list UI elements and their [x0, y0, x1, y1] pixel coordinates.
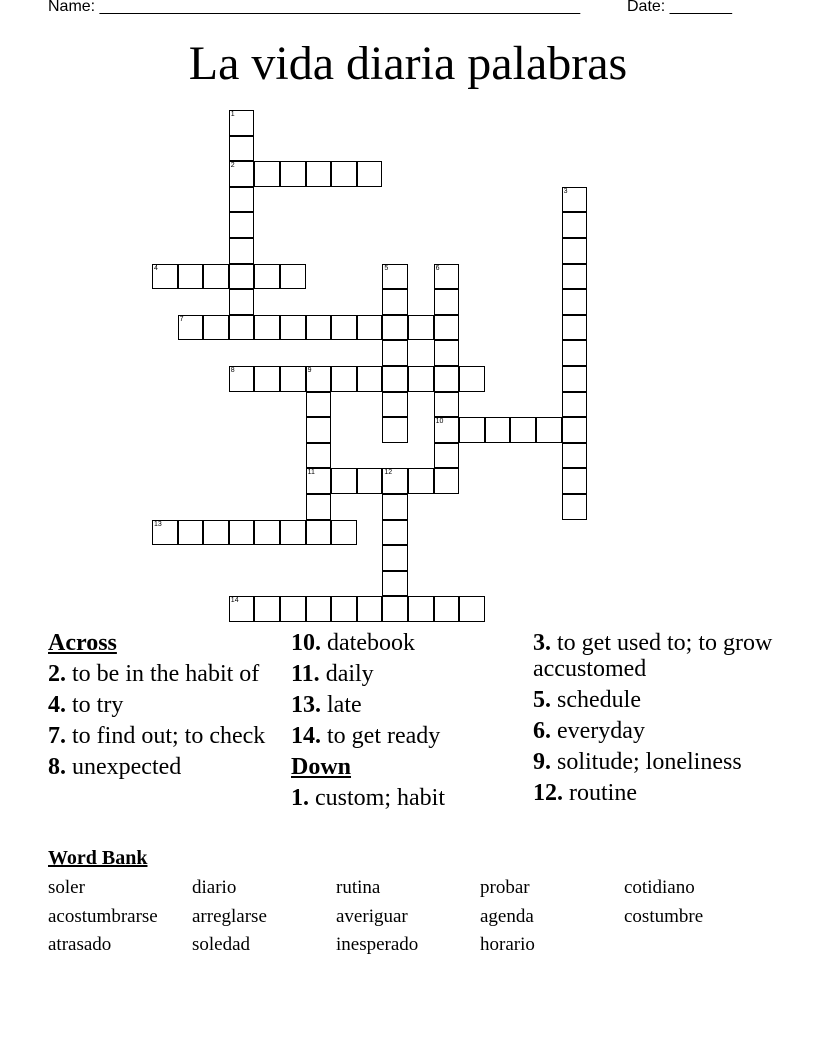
cell-number: 13: [154, 520, 162, 528]
word-bank-word: averiguar: [336, 905, 408, 927]
clue-across-14: 14. to get ready: [291, 723, 441, 749]
crossword-cell[interactable]: [306, 392, 332, 418]
crossword-cell[interactable]: [306, 596, 332, 622]
crossword-cell[interactable]: [357, 596, 383, 622]
crossword-cell[interactable]: [562, 238, 588, 264]
crossword-cell[interactable]: [434, 443, 460, 469]
crossword-cell[interactable]: [459, 417, 485, 443]
crossword-cell[interactable]: [562, 417, 588, 443]
cell-number: 14: [230, 597, 239, 605]
crossword-cell[interactable]: [280, 161, 306, 187]
crossword-cell[interactable]: [434, 417, 460, 443]
crossword-cell[interactable]: [434, 468, 460, 494]
word-bank-word: atrasado: [48, 934, 112, 955]
crossword-cell[interactable]: [562, 366, 588, 392]
crossword-cell[interactable]: [229, 110, 255, 136]
crossword-cell[interactable]: [562, 315, 588, 341]
crossword-cell[interactable]: [229, 187, 255, 213]
crossword-cell[interactable]: [229, 212, 255, 238]
clue-across-10: 10. datebook: [291, 630, 415, 656]
cell-number: 11: [307, 469, 315, 477]
word-bank-word: horario: [480, 934, 535, 955]
crossword-cell[interactable]: [331, 161, 357, 187]
word-bank-row: [48, 931, 788, 960]
crossword-cell[interactable]: [178, 520, 204, 546]
word-bank-word: probar: [480, 877, 530, 898]
crossword-cell[interactable]: [306, 161, 332, 187]
crossword-cell[interactable]: [382, 545, 408, 571]
word-bank-row: [48, 874, 788, 903]
clue-down-6: 6. everyday: [533, 718, 645, 744]
crossword-cell[interactable]: [280, 596, 306, 622]
cell-number: 5: [384, 264, 389, 272]
crossword-cell[interactable]: [254, 264, 280, 290]
clue-across-4: 4. to try: [48, 692, 124, 718]
crossword-cell[interactable]: [152, 264, 178, 290]
cell-number: 9: [307, 367, 312, 374]
crossword-cell[interactable]: [306, 443, 332, 469]
clue-across-11: 11. daily: [291, 661, 374, 687]
crossword-cell[interactable]: [306, 366, 332, 392]
crossword-cell[interactable]: [203, 264, 229, 290]
crossword-cell[interactable]: [229, 596, 255, 622]
word-bank-word: rutina: [336, 877, 381, 898]
crossword-cell[interactable]: [280, 520, 306, 546]
word-bank-word: acostumbrarse: [48, 905, 158, 927]
crossword-cell[interactable]: [229, 136, 255, 162]
name-line[interactable]: Name: ______________________________________________________: [48, 0, 581, 15]
cell-number: 8: [230, 367, 235, 374]
crossword-cell[interactable]: [331, 468, 357, 494]
crossword-cell[interactable]: [331, 366, 357, 392]
crossword-cell[interactable]: [280, 366, 306, 392]
crossword-cell[interactable]: [203, 315, 229, 341]
cell-number: 10: [435, 418, 444, 426]
crossword-cell[interactable]: [178, 315, 204, 341]
crossword-cell[interactable]: [382, 494, 408, 520]
clue-column-3: [533, 630, 793, 811]
crossword-cell[interactable]: [178, 264, 204, 290]
crossword-cell[interactable]: [562, 289, 588, 315]
crossword-cell[interactable]: [382, 340, 408, 366]
cell-number: 4: [154, 264, 158, 272]
crossword-cell[interactable]: [459, 596, 485, 622]
crossword-cell[interactable]: [562, 392, 588, 418]
crossword-cell[interactable]: [459, 366, 485, 392]
crossword-cell[interactable]: [408, 596, 434, 622]
crossword-cell[interactable]: [382, 571, 408, 597]
clue-column-1: [48, 630, 278, 785]
cell-number: 6: [435, 264, 440, 272]
clue-across-13: 13. late: [291, 692, 362, 718]
crossword-cell[interactable]: [152, 520, 178, 546]
crossword-cell[interactable]: [229, 238, 255, 264]
crossword-cell[interactable]: [434, 340, 460, 366]
clue-down-3: 3. to get used to; to grow accustomed: [533, 630, 773, 682]
crossword-cell[interactable]: [229, 366, 255, 392]
word-bank-word: agenda: [480, 905, 534, 927]
word-bank-word: arreglarse: [192, 905, 267, 927]
cell-number: 7: [179, 315, 184, 323]
crossword-cell[interactable]: [434, 264, 460, 290]
crossword-cell[interactable]: [434, 366, 460, 392]
clue-across-7: 7. to find out; to check: [48, 723, 266, 749]
crossword-cell[interactable]: [434, 315, 460, 341]
crossword-cell[interactable]: [357, 315, 383, 341]
crossword-cell[interactable]: [357, 468, 383, 494]
word-bank-word: soler: [48, 877, 85, 898]
crossword-cell[interactable]: [408, 315, 434, 341]
word-bank-title: Word Bank: [48, 847, 148, 869]
across-heading: Across: [48, 630, 117, 656]
clue-down-1: 1. custom; habit: [291, 785, 445, 811]
crossword-cell[interactable]: [382, 264, 408, 290]
clue-down-5: 5. schedule: [533, 687, 641, 713]
crossword-cell[interactable]: [382, 596, 408, 622]
crossword-cell[interactable]: [562, 468, 588, 494]
crossword-cell[interactable]: [562, 494, 588, 520]
crossword-cell[interactable]: [562, 340, 588, 366]
crossword-cell[interactable]: [254, 596, 280, 622]
crossword-cell[interactable]: [331, 315, 357, 341]
crossword-cell[interactable]: [331, 520, 357, 546]
down-heading: Down: [291, 754, 352, 780]
word-bank: [48, 874, 788, 960]
clue-down-12: 12. routine: [533, 780, 637, 806]
crossword-cell[interactable]: [382, 520, 408, 546]
crossword-cell[interactable]: [382, 366, 408, 392]
crossword-cell[interactable]: [306, 520, 332, 546]
date-line[interactable]: Date: _______: [627, 0, 732, 15]
crossword-cell[interactable]: [434, 596, 460, 622]
cell-number: 2: [230, 162, 235, 170]
crossword-cell[interactable]: [357, 366, 383, 392]
cell-number: 3: [563, 187, 568, 195]
crossword-cell[interactable]: [382, 289, 408, 315]
crossword-cell[interactable]: [357, 161, 383, 187]
crossword-cell[interactable]: [382, 417, 408, 443]
word-bank-word: diario: [192, 877, 237, 898]
crossword-cell[interactable]: [306, 315, 332, 341]
word-bank-word: soledad: [192, 934, 251, 955]
crossword-cell[interactable]: [331, 596, 357, 622]
crossword-cell[interactable]: [562, 187, 588, 213]
crossword-cell[interactable]: [382, 392, 408, 418]
page-title: La vida diaria palabras: [188, 37, 628, 90]
word-bank-word: inesperado: [336, 934, 419, 955]
crossword-cell[interactable]: [306, 494, 332, 520]
crossword-cell[interactable]: [306, 468, 332, 494]
crossword-cell[interactable]: [510, 417, 536, 443]
crossword-cell[interactable]: [485, 417, 511, 443]
crossword-cell[interactable]: [536, 417, 562, 443]
word-bank-row: [48, 903, 788, 932]
clue-column-2: [291, 630, 526, 816]
clue-across-2: 2. to be in the habit of: [48, 661, 260, 687]
crossword-cell[interactable]: [229, 520, 255, 546]
crossword-cell[interactable]: [254, 315, 280, 341]
crossword-cell[interactable]: [562, 212, 588, 238]
cell-number: 1: [230, 111, 235, 118]
crossword-cell[interactable]: [562, 443, 588, 469]
crossword-cell[interactable]: [229, 315, 255, 341]
crossword-cell[interactable]: [254, 520, 280, 546]
crossword-cell[interactable]: [408, 468, 434, 494]
crossword-cell[interactable]: [254, 366, 280, 392]
crossword-cell[interactable]: [382, 468, 408, 494]
crossword-cell[interactable]: [562, 264, 588, 290]
crossword-cell[interactable]: [229, 289, 255, 315]
crossword-cell[interactable]: [408, 366, 434, 392]
crossword-cell[interactable]: [229, 264, 255, 290]
crossword-cell[interactable]: [382, 315, 408, 341]
crossword-cell[interactable]: [434, 392, 460, 418]
crossword-cell[interactable]: [229, 161, 255, 187]
word-bank-word: costumbre: [624, 905, 704, 927]
crossword-cell[interactable]: [434, 289, 460, 315]
crossword-cell[interactable]: [254, 161, 280, 187]
word-bank-word: cotidiano: [624, 877, 695, 898]
crossword-cell[interactable]: [306, 417, 332, 443]
clue-across-8: 8. unexpected: [48, 754, 182, 780]
crossword-cell[interactable]: [280, 315, 306, 341]
crossword-cell[interactable]: [203, 520, 229, 546]
clue-down-9: 9. solitude; loneliness: [533, 749, 742, 775]
cell-number: 12: [384, 469, 393, 477]
crossword-cell[interactable]: [280, 264, 306, 290]
